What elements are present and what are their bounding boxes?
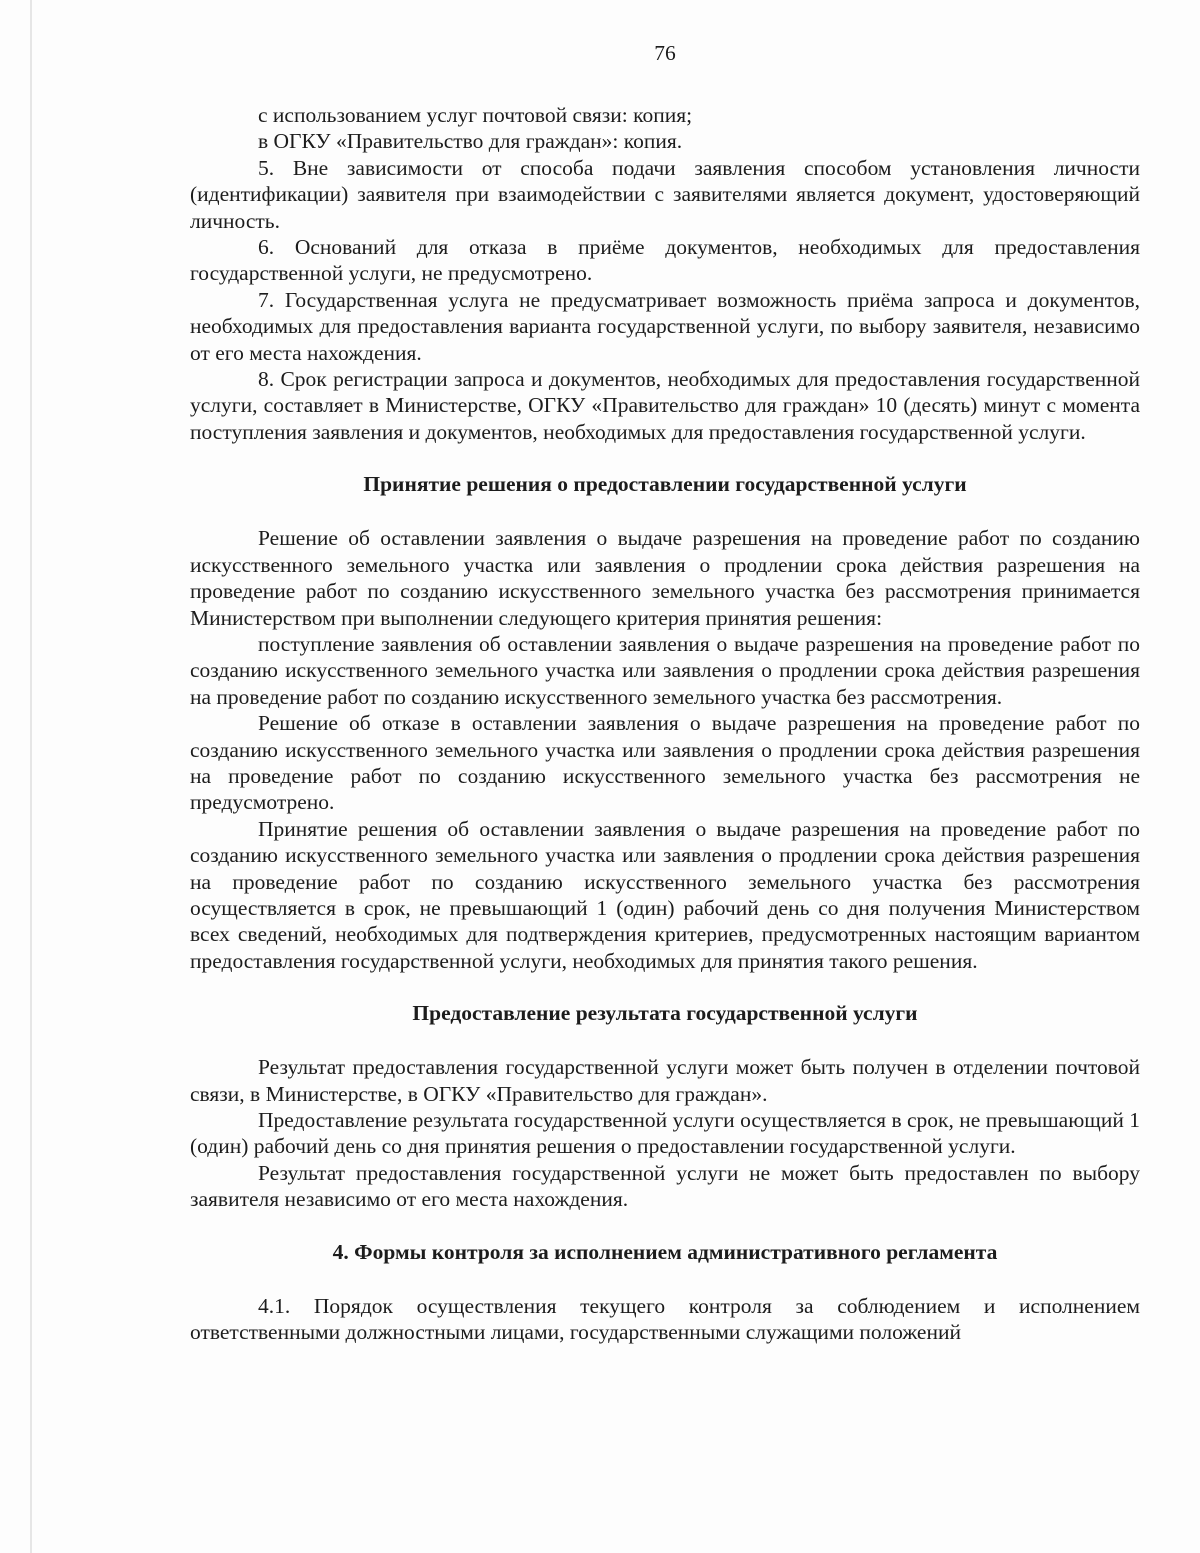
paragraph: 5. Вне зависимости от способа подачи заявления способом установления личности (идентификации) заявителя при взаимодействии с заявителями является документ, удостоверяющий личность. xyxy=(190,155,1140,233)
paragraph: 8. Срок регистрации запроса и документов, необходимых для предоставления государственной услуги, составляет в Министерстве, ОГКУ «Правительство для граждан» 10 (десять) минут с момента поступления заявления и документов, необходимых для предоставления государственной услуги. xyxy=(190,367,1140,444)
paragraph: 4.1. Порядок осуществления текущего контроля за соблюдением и исполнением ответственными должностными лицами, государственными служащими положений xyxy=(190,1293,1140,1345)
section-decision-body xyxy=(190,525,1140,974)
section-result-body xyxy=(190,1054,1140,1212)
paragraph: Решение об оставлении заявления о выдаче разрешения на проведение работ по созданию искусственного земельного участка или заявления о продлении срока действия разрешения на проведение работ по созданию искусственного земельного участка без рассмотрения принимается Министерством при выполнении следующего критерия принятия решения: xyxy=(190,526,1140,630)
page-number: 76 xyxy=(654,41,676,65)
scan-edge-line xyxy=(30,0,32,1553)
paragraph: 7. Государственная услуга не предусматривает возможность приёма запроса и документов, необходимых для предоставления варианта государственной услуги, по выбору заявителя, независимо от его места нахождения. xyxy=(190,287,1140,365)
section-heading-control: 4. Формы контроля за исполнением административного регламента xyxy=(332,1239,998,1264)
paragraph: поступление заявления об оставлении заявления о выдаче разрешения на проведение работ по созданию искусственного земельного участка или заявления о продлении срока действия разрешения на проведение работ по созданию искусственного земельного участка без рассмотрения. xyxy=(190,631,1140,709)
paragraph: Решение об отказе в оставлении заявления о выдаче разрешения на проведение работ по созданию искусственного земельного участка или заявления о продлении срока действия разрешения на проведение работ по созданию искусственного земельного участка без рассмотрения не предусмотрено. xyxy=(190,711,1140,815)
paragraph: Предоставление результата государственной услуги осуществляется в срок, не превышающий 1 (один) рабочий день со дня принятия решения о предоставлении государственной услуги. xyxy=(190,1108,1140,1159)
section-control-body xyxy=(190,1293,1140,1346)
paragraph: Результат предоставления государственной услуги может быть получен в отделении почтовой связи, в Министерстве, в ОГКУ «Правительство для граждан». xyxy=(190,1055,1140,1106)
paragraph: Результат предоставления государственной услуги не может быть предоставлен по выбору заявителя независимо от его места нахождения. xyxy=(190,1160,1140,1212)
document-content xyxy=(190,40,1140,1345)
paragraph: с использованием услуг почтовой связи: копия; xyxy=(258,103,693,127)
top-paragraphs xyxy=(190,102,1140,445)
section-heading-result: Предоставление результата государственной услуги xyxy=(412,1001,918,1026)
paragraph: в ОГКУ «Правительство для граждан»: копия. xyxy=(258,129,683,154)
section-heading-decision: Принятие решения о предоставлении государственной услуги xyxy=(363,472,967,497)
paragraph: 6. Оснований для отказа в приёме документов, необходимых для предоставления государственной услуги, не предусмотрено. xyxy=(190,235,1140,286)
paragraph: Принятие решения об оставлении заявления о выдаче разрешения на проведение работ по созданию искусственного земельного участка или заявления о продлении срока действия разрешения на проведение работ по созданию искусственного земельного участка без рассмотрения осуществляется в срок, не превышающий 1 (один) рабочий день со дня получения Министерством всех сведений, необходимых для подтверждения критериев, предусмотренных настоящим вариантом предоставления государственной услуги, необходимых для принятия такого решения. xyxy=(190,816,1140,973)
